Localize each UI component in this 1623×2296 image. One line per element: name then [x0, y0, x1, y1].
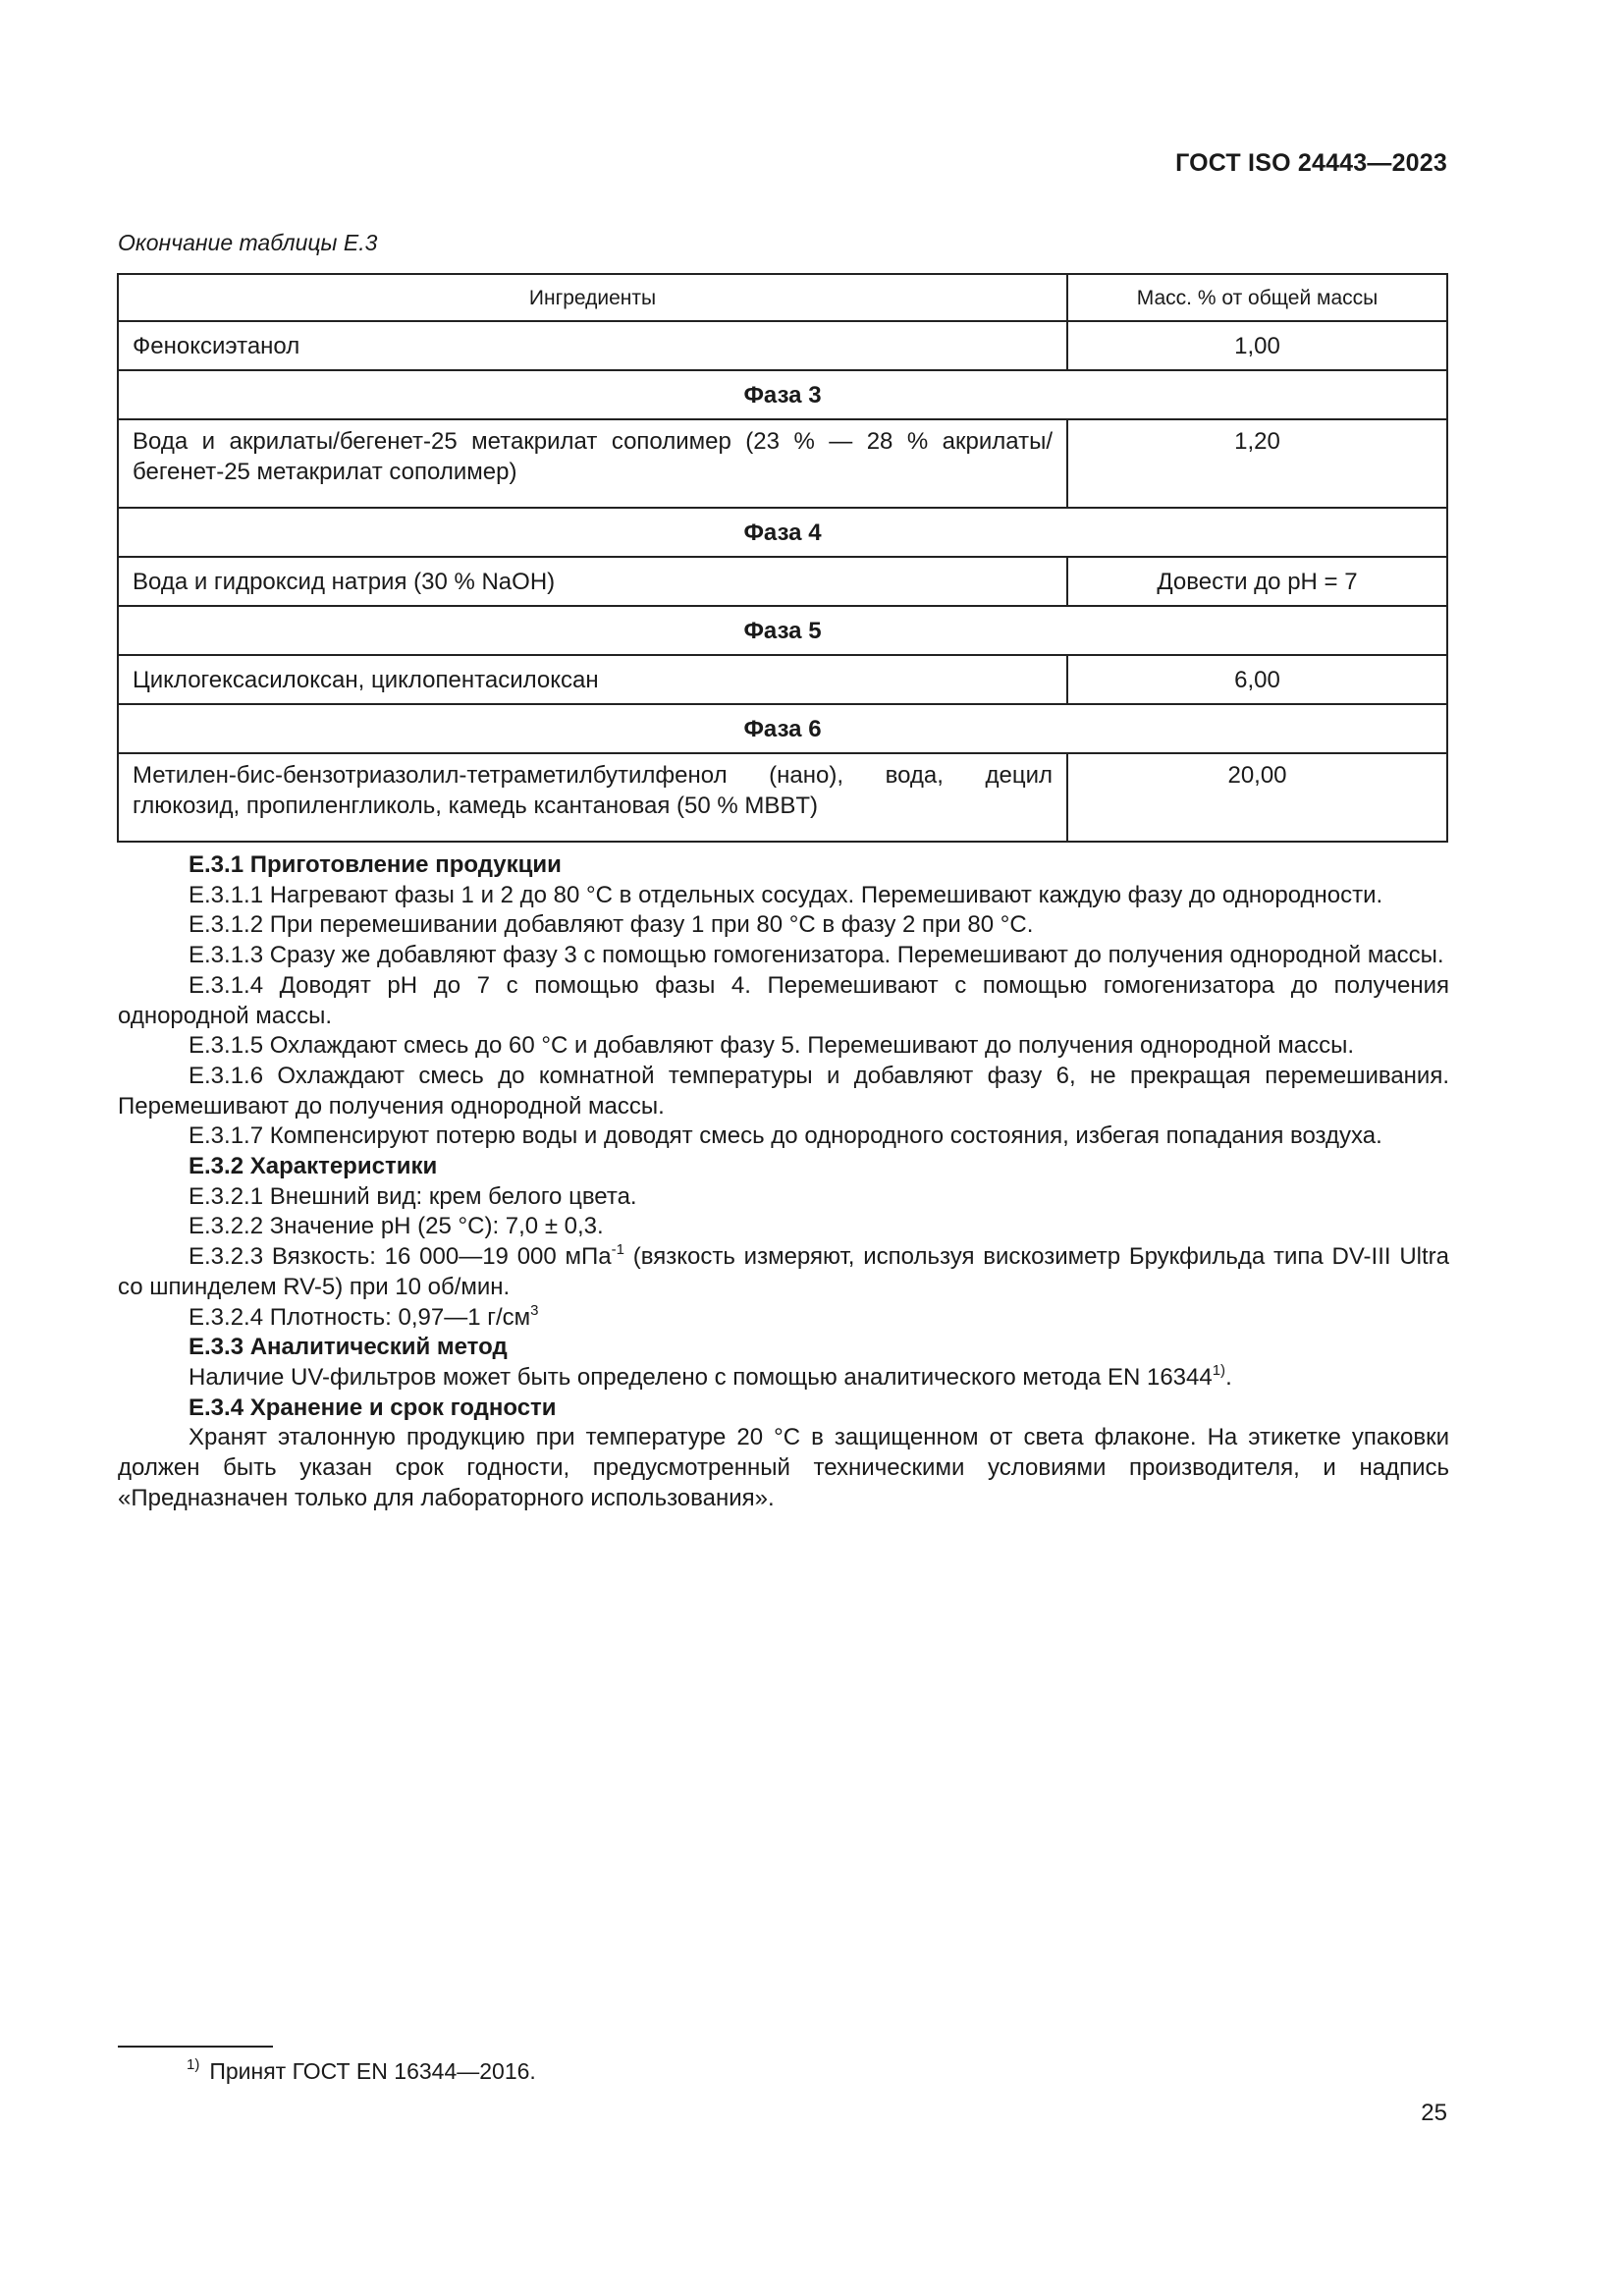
mass-cell: Довести до pH = 7	[1067, 557, 1447, 606]
table-row	[118, 419, 1447, 508]
footnote-text: Принят ГОСТ EN 16344—2016.	[209, 2058, 536, 2084]
phase-label: Фаза 4	[118, 508, 1447, 557]
footnote-divider	[118, 2046, 273, 2048]
method-text-end: .	[1225, 1363, 1232, 1391]
paragraph-e33	[118, 1363, 1449, 1394]
ingredient-cell: Метилен-бис-бензотриазолил-тетраметилбутилфенол (нано), вода, децил глюкозид, пропиленгликоль, камедь ксантановая (50 % MBBT)	[118, 753, 1067, 842]
viscosity-text: Е.3.2.3 Вязкость: 16 000—19 000 мПа	[189, 1243, 612, 1271]
mass-cell: 1,20	[1067, 419, 1447, 508]
phase-row	[118, 370, 1447, 419]
ingredient-cell: Феноксиэтанол	[118, 321, 1067, 370]
footnote-marker: 1)	[187, 2056, 200, 2073]
table-caption: Окончание таблицы Е.3	[118, 230, 378, 255]
superscript: -1	[611, 1241, 624, 1259]
superscript: 3	[530, 1301, 539, 1319]
phase-label: Фаза 5	[118, 606, 1447, 655]
paragraph-e316: Е.3.1.6 Охлаждают смесь до комнатной температуры и добавляют фазу 6, не прекращая перемешивания. Перемешивают до получения однородной массы.	[118, 1062, 1449, 1120]
mass-cell: 6,00	[1067, 655, 1447, 704]
phase-row	[118, 508, 1447, 557]
header-mass: Масс. % от общей массы	[1067, 274, 1447, 321]
section-body	[118, 850, 1449, 1513]
paragraph-e317: Е.3.1.7 Компенсируют потерю воды и доводят смесь до однородного состояния, избегая попадания воздуха.	[189, 1122, 1382, 1150]
table-header-row	[118, 274, 1447, 321]
section-heading-e34: Е.3.4 Хранение и срок годности	[189, 1394, 557, 1421]
mass-cell: 20,00	[1067, 753, 1447, 842]
paragraph-e323	[118, 1242, 1449, 1302]
table-row	[118, 321, 1447, 370]
paragraph-e312: Е.3.1.2 При перемешивании добавляют фазу 1 при 80 °С в фазу 2 при 80 °С.	[189, 911, 1034, 939]
method-text: Наличие UV-фильтров может быть определено с помощью аналитического метода EN 16344	[189, 1363, 1213, 1391]
mass-cell: 1,00	[1067, 321, 1447, 370]
table-row	[118, 753, 1447, 842]
standard-number: ГОСТ ISO 24443—2023	[1175, 149, 1447, 177]
ingredient-cell: Циклогексасилоксан, циклопентасилоксан	[118, 655, 1067, 704]
phase-label: Фаза 6	[118, 704, 1447, 753]
density-text: Е.3.2.4 Плотность: 0,97—1 г/см	[189, 1303, 531, 1331]
paragraph-e314: Е.3.1.4 Доводят pH до 7 с помощью фазы 4. Перемешивают с помощью гомогенизатора до получения однородной массы.	[118, 971, 1449, 1029]
paragraph-e321: Е.3.2.1 Внешний вид: крем белого цвета.	[189, 1182, 637, 1210]
paragraph-e315: Е.3.1.5 Охлаждают смесь до 60 °С и добавляют фазу 5. Перемешивают до получения однородной массы.	[189, 1032, 1355, 1060]
header-ingredients: Ингредиенты	[118, 274, 1067, 321]
phase-row	[118, 704, 1447, 753]
phase-row	[118, 606, 1447, 655]
paragraph-e313: Е.3.1.3 Сразу же добавляют фазу 3 с помощью гомогенизатора. Перемешивают до получения однородной массы.	[189, 942, 1444, 969]
paragraph-e34: Хранят эталонную продукцию при температуре 20 °С в защищенном от света флаконе. На этикетке упаковки должен быть указан срок годности, предусмотренный техническими условиями производителя, и надпись «Предназначен только для лабораторного использования».	[118, 1424, 1449, 1511]
table-row	[118, 557, 1447, 606]
phase-label: Фаза 3	[118, 370, 1447, 419]
ingredients-table	[117, 273, 1448, 843]
section-heading-e31: Е.3.1 Приготовление продукции	[189, 851, 562, 878]
footnote-ref: 1)	[1212, 1361, 1226, 1379]
section-heading-e32: Е.3.2 Характеристики	[189, 1153, 438, 1180]
page-number: 25	[1421, 2100, 1447, 2126]
paragraph-e322: Е.3.2.2 Значение pH (25 °С): 7,0 ± 0,3.	[189, 1213, 604, 1240]
paragraph-e324	[118, 1303, 1449, 1334]
footnote	[187, 2056, 536, 2086]
table-row	[118, 655, 1447, 704]
section-heading-e33: Е.3.3 Аналитический метод	[189, 1334, 508, 1361]
ingredient-cell: Вода и гидроксид натрия (30 % NaOH)	[118, 557, 1067, 606]
paragraph-e311: Е.3.1.1 Нагревают фазы 1 и 2 до 80 °С в отдельных сосудах. Перемешивают каждую фазу до однородности.	[189, 881, 1383, 908]
ingredient-cell: Вода и акрилаты/бегенет-25 метакрилат сополимер (23 % — 28 % акрилаты/бегенет-25 метакрилат сополимер)	[118, 419, 1067, 508]
viscosity-text-cont: (вязкость измеряют, используя вискозиметр Брукфильда типа DV-III Ultra со шпинделем RV-5) при 10 об/мин.	[118, 1243, 1449, 1300]
